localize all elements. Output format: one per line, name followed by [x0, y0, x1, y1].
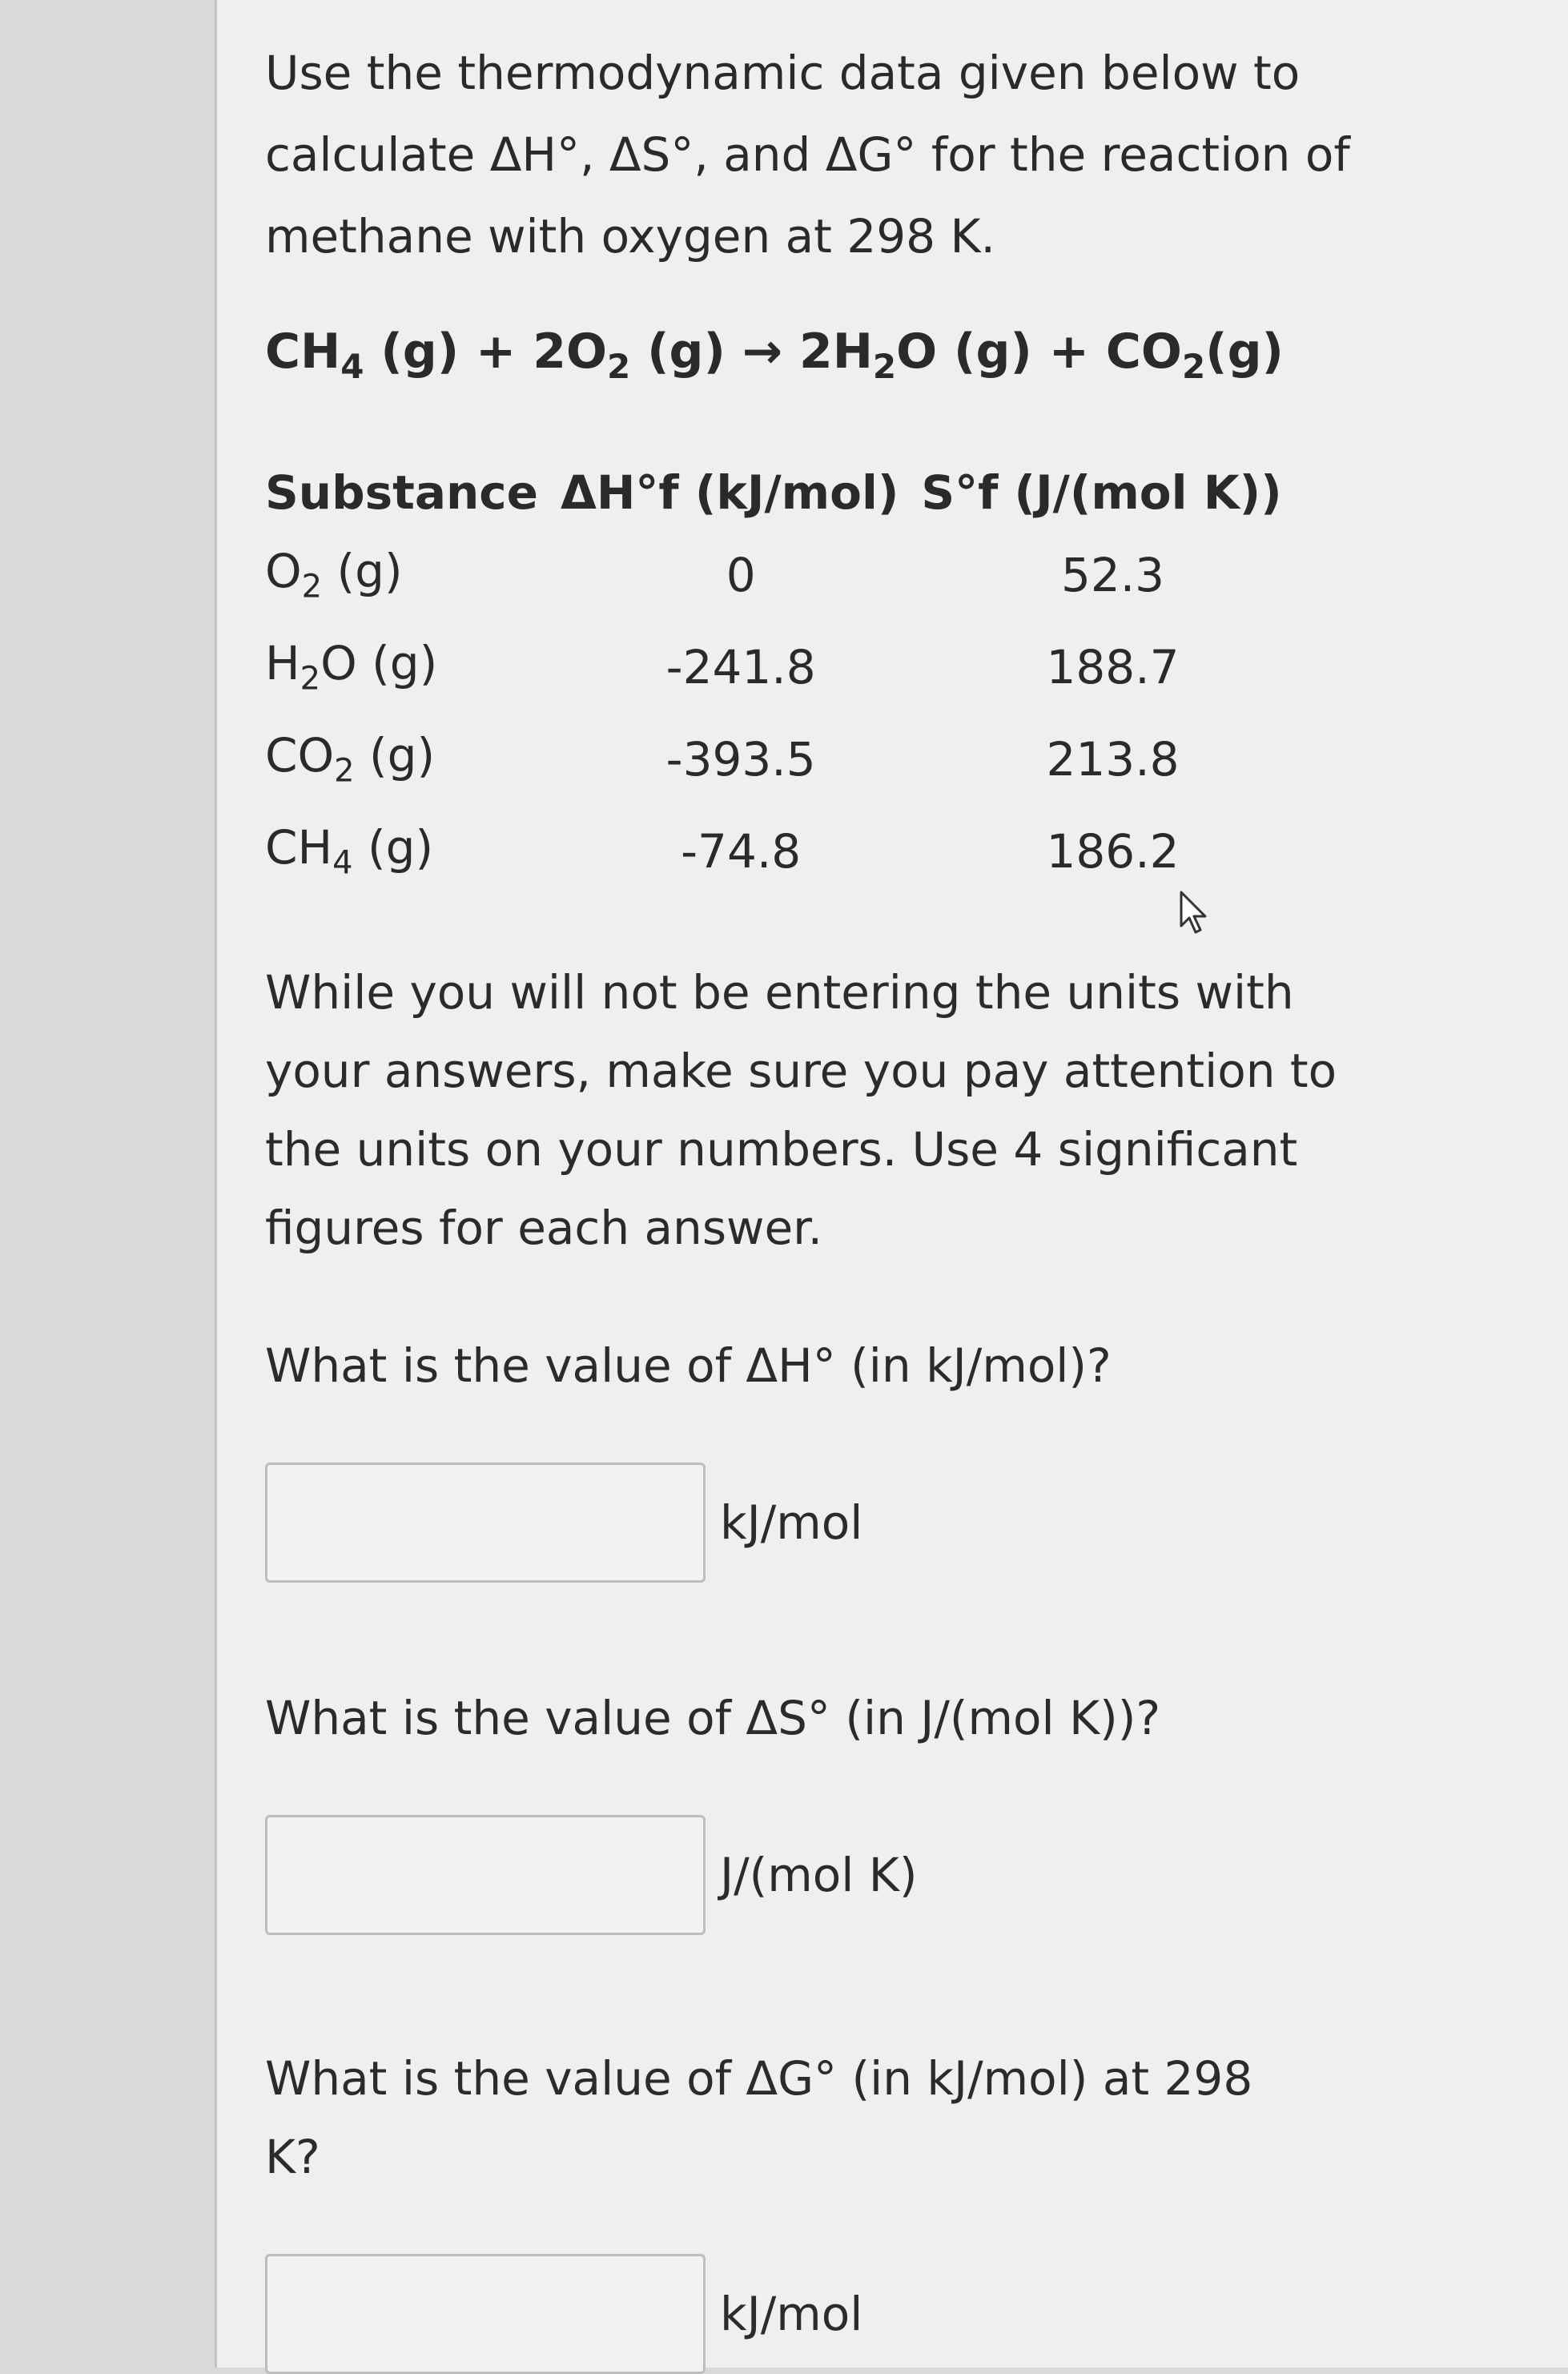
- delta-g-input[interactable]: [265, 2254, 706, 2374]
- substance-cell: [265, 805, 561, 897]
- delta-s-input[interactable]: [265, 1815, 706, 1935]
- reaction-part-2: (g) + 2O: [364, 324, 607, 380]
- enthalpy-cell: 0: [726, 547, 756, 602]
- answer-row-delta-g: [265, 2254, 1466, 2374]
- table-header-row: [265, 457, 1305, 529]
- formula-sub: 2: [334, 752, 355, 790]
- entropy-cell: 186.2: [1046, 823, 1180, 879]
- enthalpy-cell: -74.8: [681, 823, 802, 879]
- header-enthalpy: ΔH°f (kJ/mol): [560, 465, 899, 520]
- header-entropy: S°f (J/(mol K)): [921, 465, 1282, 520]
- enthalpy-cell: -241.8: [665, 639, 816, 694]
- formula-text: O: [265, 544, 302, 599]
- delta-g-unit: kJ/mol: [720, 2287, 863, 2341]
- reaction-sub-4: 4: [340, 347, 364, 386]
- formula-text: CH: [265, 820, 333, 875]
- question-delta-g-line-2: K?: [265, 2130, 320, 2184]
- formula-state: (g): [354, 728, 436, 783]
- formula-text: CO: [265, 728, 335, 783]
- delta-h-input[interactable]: [265, 1463, 706, 1583]
- entropy-cell: 188.7: [1046, 639, 1180, 694]
- instructions-note: [265, 953, 1466, 1267]
- formula-state: O (g): [320, 636, 438, 691]
- reaction-part-3: (g) → 2H: [630, 324, 873, 380]
- mouse-pointer-icon: [1178, 889, 1210, 937]
- table-row: [265, 713, 1305, 805]
- thermo-data-table: [265, 457, 1305, 897]
- substance-cell: [265, 713, 561, 805]
- entropy-cell: 213.8: [1046, 731, 1180, 787]
- formula-sub: 2: [301, 568, 323, 606]
- reaction-part-4: O (g) + CO: [896, 324, 1182, 380]
- substance-cell: [265, 621, 561, 713]
- note-line-1: While you will not be entering the units with: [265, 965, 1294, 1020]
- entropy-cell: 52.3: [1060, 547, 1165, 602]
- note-line-2: your answers, make sure you pay attention to: [265, 1044, 1337, 1098]
- formula-sub: 4: [332, 844, 353, 882]
- table-row: [265, 805, 1305, 897]
- formula-text: H: [265, 636, 300, 691]
- formula-state: (g): [322, 544, 403, 599]
- delta-s-unit: J/(mol K): [720, 1848, 918, 1902]
- question-delta-g: [265, 2039, 1466, 2196]
- reaction-ch: CH: [265, 324, 341, 380]
- question-delta-s: What is the value of ΔS° (in J/(mol K))?: [265, 1691, 1161, 1745]
- header-substance: Substance: [265, 465, 538, 520]
- reaction-sub-co2: 2: [1181, 347, 1206, 386]
- enthalpy-cell: -393.5: [665, 731, 816, 787]
- reaction-part-5: (g): [1205, 324, 1284, 380]
- answer-row-delta-s: [265, 1815, 1466, 1935]
- question-content: [265, 32, 1466, 2374]
- note-line-3: the units on your numbers. Use 4 significant: [265, 1122, 1298, 1177]
- reaction-sub-h2: 2: [872, 347, 897, 386]
- table-row: [265, 621, 1305, 713]
- substance-cell: [265, 529, 561, 621]
- question-delta-h: What is the value of ΔH° (in kJ/mol)?: [265, 1338, 1112, 1393]
- reaction-equation: [265, 324, 1466, 386]
- intro-line-1: Use the thermodynamic data given below to: [265, 46, 1301, 100]
- question-delta-g-line-1: What is the value of ΔG° (in kJ/mol) at 298: [265, 2051, 1253, 2106]
- delta-h-unit: kJ/mol: [720, 1495, 863, 1550]
- reaction-sub-o2: 2: [606, 347, 631, 386]
- question-page: [215, 0, 1568, 2368]
- formula-sub: 2: [300, 660, 321, 698]
- formula-state: (g): [352, 820, 434, 875]
- note-line-4: figures for each answer.: [265, 1201, 823, 1255]
- table-row: [265, 529, 1305, 621]
- answer-row-delta-h: [265, 1463, 1466, 1583]
- intro-line-3: methane with oxygen at 298 K.: [265, 209, 995, 264]
- intro-line-2: calculate ΔH°, ΔS°, and ΔG° for the reaction of: [265, 127, 1350, 182]
